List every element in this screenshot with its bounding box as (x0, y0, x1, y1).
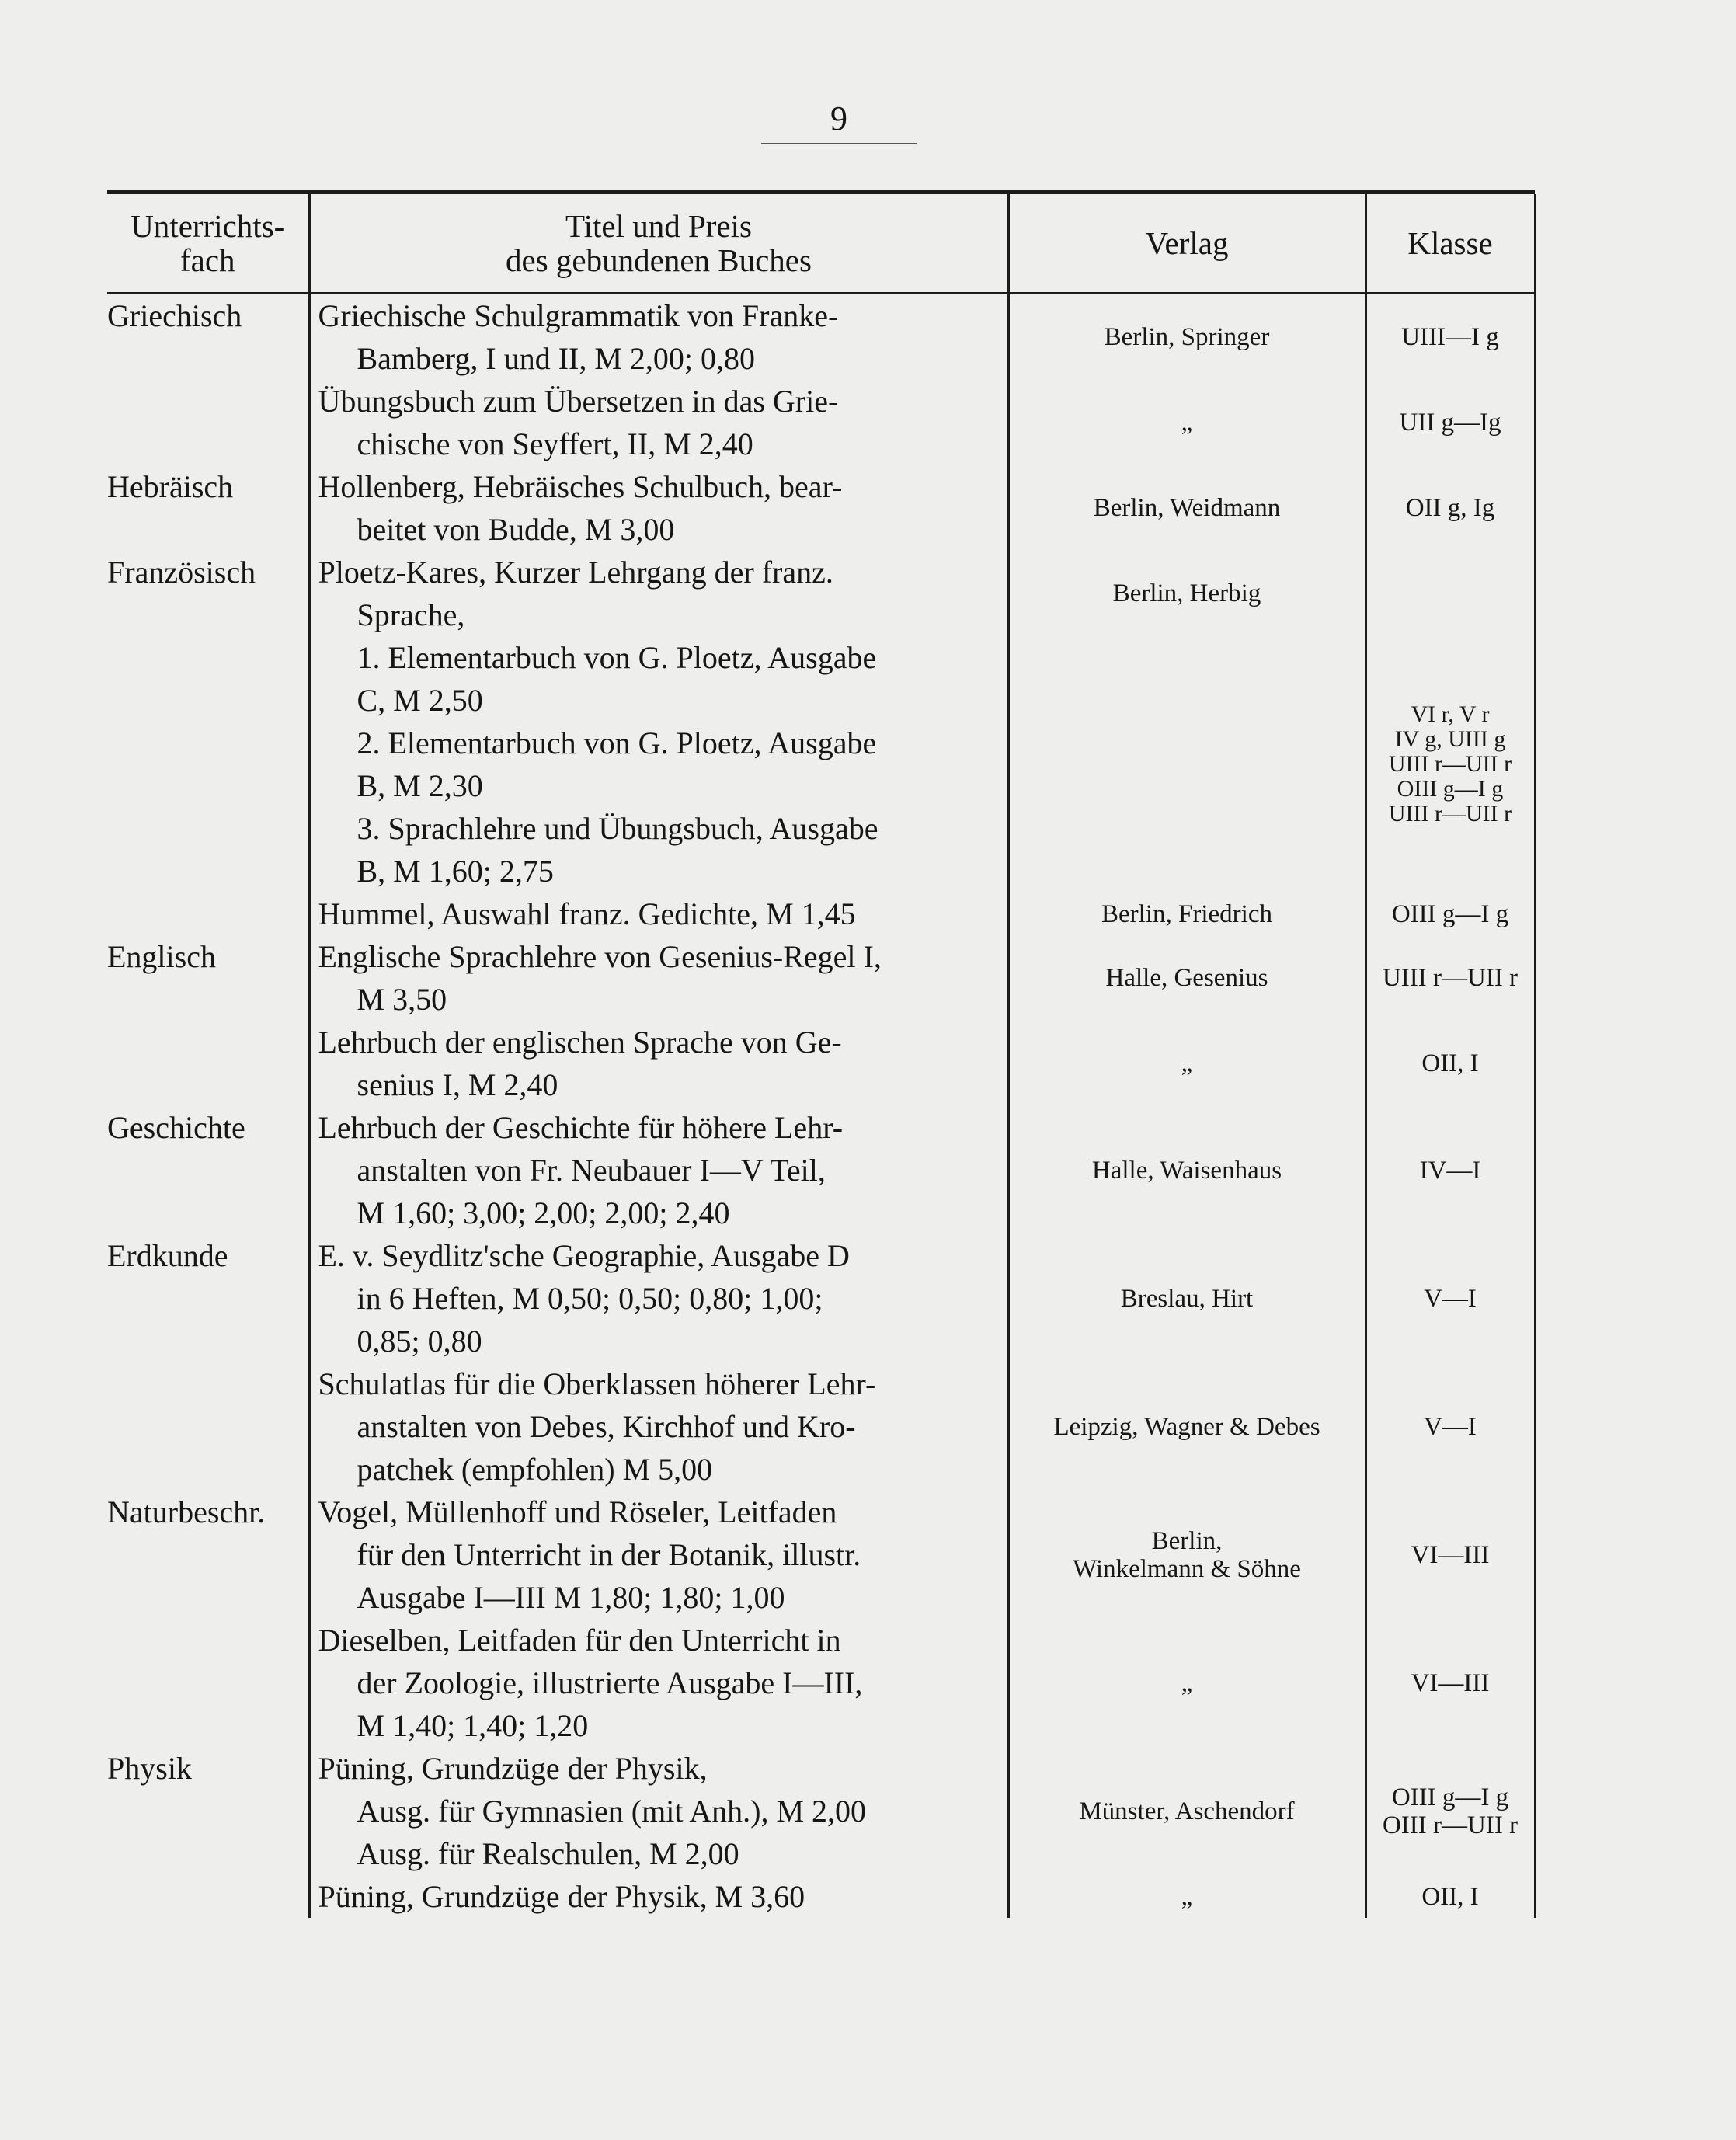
publisher-line: Winkelmann & Söhne (1073, 1554, 1301, 1583)
title-cell (309, 294, 1008, 381)
class-line: VI r, V r (1411, 701, 1490, 727)
class-cell (1365, 1747, 1535, 1875)
title-line: Lehrbuch der Geschichte für höhere Lehr- (318, 1110, 844, 1145)
publisher-line: „ (1181, 1882, 1193, 1911)
table-row (107, 893, 1535, 935)
title-line: M 1,40; 1,40; 1,20 (357, 1708, 589, 1743)
title-line: 0,85; 0,80 (357, 1324, 482, 1359)
title-line: E. v. Seydlitz'sche Geographie, Ausgabe D (318, 1238, 850, 1273)
publisher-line: „ (1181, 1669, 1193, 1697)
class-line: OII g, Ig (1405, 494, 1495, 522)
class-line: OIII r—UII r (1382, 1811, 1519, 1839)
class-cell (1365, 1234, 1535, 1362)
class-cell (1365, 893, 1535, 935)
publisher-cell (1008, 1021, 1365, 1106)
title-cell (309, 465, 1008, 551)
class-cell (1365, 1491, 1535, 1619)
title-cell (309, 1619, 1008, 1747)
title-line: Englische Sprachlehre von Gesenius-Regel I, (318, 939, 882, 974)
title-line: patchek (empfohlen) M 5,00 (357, 1452, 713, 1487)
class-line: OIII g—I g (1391, 1783, 1509, 1811)
title-line: chische von Seyffert, II, M 2,40 (357, 426, 753, 461)
title-line: für den Unterricht in der Botanik, illustr. (357, 1537, 861, 1572)
title-cell (309, 1875, 1008, 1918)
title-line: anstalten von Fr. Neubauer I—V Teil, (357, 1153, 826, 1188)
header-publisher: Verlag (1008, 194, 1365, 294)
title-line: Übungsbuch zum Übersetzen in das Grie- (318, 384, 839, 419)
title-line: anstalten von Debes, Kirchhof und Kro- (357, 1409, 856, 1444)
header-title-line: Titel und Preis (565, 208, 752, 244)
class-line: V—I (1424, 1412, 1477, 1441)
class-line: IV g, UIII g (1394, 726, 1506, 752)
subject-label: Französisch (107, 555, 256, 590)
title-cell (309, 1491, 1008, 1619)
table-row (107, 1619, 1535, 1747)
title-line: Hollenberg, Hebräisches Schulbuch, bear- (318, 469, 843, 504)
publisher-cell (1008, 935, 1365, 1021)
title-cell (309, 1234, 1008, 1362)
title-line: M 1,60; 3,00; 2,00; 2,00; 2,40 (357, 1195, 730, 1230)
class-line: OII, I (1421, 1049, 1479, 1077)
publisher-line: „ (1181, 409, 1193, 437)
table-row (107, 380, 1535, 465)
subject-cell (107, 1362, 309, 1491)
publisher-cell (1008, 551, 1365, 636)
subject-cell (107, 1747, 309, 1875)
publisher-line: Berlin, Springer (1104, 323, 1270, 351)
header-subject-line: fach (179, 242, 235, 278)
class-cell (1365, 935, 1535, 1021)
class-line: IV—I (1419, 1156, 1481, 1185)
title-line: 3. Sprachlehre und Übungsbuch, Ausgabe (357, 811, 878, 846)
title-line: Schulatlas für die Oberklassen höherer Lehr- (318, 1366, 876, 1401)
table-row (107, 551, 1535, 636)
subject-cell (107, 465, 309, 551)
table-row (107, 1021, 1535, 1106)
title-cell (309, 636, 1008, 893)
header-title (309, 194, 1008, 294)
publisher-line: Halle, Gesenius (1105, 964, 1268, 992)
title-line: B, M 1,60; 2,75 (357, 854, 554, 889)
publisher-cell (1008, 1875, 1365, 1918)
publisher-line: Berlin, (1151, 1526, 1223, 1555)
class-line: UIII—I g (1401, 323, 1499, 351)
subject-label: Englisch (107, 939, 216, 974)
publisher-cell (1008, 294, 1365, 381)
header-subject (107, 194, 309, 294)
title-cell (309, 551, 1008, 636)
table-body (107, 294, 1535, 1919)
title-line: Ploetz-Kares, Kurzer Lehrgang der franz. (318, 555, 833, 590)
title-cell (309, 380, 1008, 465)
class-line: UIII r—UII r (1382, 964, 1519, 992)
class-cell (1365, 465, 1535, 551)
title-line: Ausgabe I—III M 1,80; 1,80; 1,00 (357, 1580, 785, 1615)
title-line: 1. Elementarbuch von G. Ploetz, Ausgabe (357, 640, 877, 675)
class-cell (1365, 1619, 1535, 1747)
title-line: in 6 Heften, M 0,50; 0,50; 0,80; 1,00; (357, 1281, 823, 1316)
title-line: senius I, M 2,40 (357, 1067, 558, 1102)
title-cell (309, 935, 1008, 1021)
title-line: Bamberg, I und II, M 2,00; 0,80 (357, 341, 756, 376)
publisher-line: Berlin, Herbig (1112, 579, 1261, 607)
table-row (107, 1875, 1535, 1918)
page-number: 9 (830, 99, 847, 137)
title-line: Ausg. für Gymnasien (mit Anh.), M 2,00 (357, 1794, 867, 1829)
publisher-cell (1008, 1362, 1365, 1491)
subject-cell (107, 380, 309, 465)
publisher-line: Münster, Aschendorf (1079, 1797, 1295, 1825)
title-line: Püning, Grundzüge der Physik, M 3,60 (318, 1879, 805, 1914)
publisher-line: Leipzig, Wagner & Debes (1053, 1412, 1320, 1441)
subject-cell (107, 935, 309, 1021)
subject-cell (107, 636, 309, 893)
table-row (107, 1106, 1535, 1234)
subject-cell (107, 1619, 309, 1747)
table-header-row (107, 194, 1535, 294)
publisher-cell (1008, 465, 1365, 551)
title-line: Püning, Grundzüge der Physik, (318, 1751, 708, 1786)
subject-label: Hebräisch (107, 469, 234, 504)
subject-cell (107, 893, 309, 935)
title-line: Lehrbuch der englischen Sprache von Ge- (318, 1025, 842, 1060)
header-subject-line: Unterrichts- (130, 208, 285, 244)
subject-cell (107, 1875, 309, 1918)
title-line: Ausg. für Realschulen, M 2,00 (357, 1836, 739, 1871)
class-cell (1365, 1106, 1535, 1234)
publisher-cell (1008, 1106, 1365, 1234)
subject-label: Naturbeschr. (107, 1495, 266, 1529)
header-title-line: des gebundenen Buches (506, 242, 812, 278)
class-line: OIII g—I g (1391, 899, 1509, 928)
class-line: UIII r—UII r (1388, 751, 1512, 777)
class-line: VI—III (1411, 1540, 1490, 1569)
title-line: Sprache, (357, 597, 465, 632)
class-cell (1365, 636, 1535, 893)
subject-cell (107, 1491, 309, 1619)
subject-cell (107, 1021, 309, 1106)
table-row (107, 294, 1535, 381)
publisher-cell (1008, 1619, 1365, 1747)
header-class: Klasse (1365, 194, 1535, 294)
class-line: UII g—Ig (1399, 409, 1501, 437)
publisher-cell (1008, 1491, 1365, 1619)
title-line: Dieselben, Leitfaden für den Unterricht in (318, 1623, 841, 1658)
publisher-line: „ (1181, 1049, 1193, 1077)
class-cell (1365, 294, 1535, 381)
table-row (107, 636, 1535, 893)
class-line: VI—III (1411, 1669, 1490, 1697)
subject-cell (107, 551, 309, 636)
title-cell (309, 1362, 1008, 1491)
title-line: C, M 2,50 (357, 683, 483, 718)
subject-label: Physik (107, 1751, 192, 1786)
publisher-line: Berlin, Weidmann (1093, 494, 1281, 522)
table-row (107, 1362, 1535, 1491)
publisher-line: Halle, Waisenhaus (1091, 1156, 1282, 1185)
title-line: B, M 2,30 (357, 768, 483, 803)
table-row (107, 1234, 1535, 1362)
class-line: V—I (1424, 1284, 1477, 1313)
title-line: Griechische Schulgrammatik von Franke- (318, 298, 839, 333)
table-row (107, 465, 1535, 551)
class-cell (1365, 1875, 1535, 1918)
publisher-line: Berlin, Friedrich (1101, 899, 1272, 928)
title-line: Vogel, Müllenhoff und Röseler, Leitfaden (318, 1495, 837, 1529)
title-line: M 3,50 (357, 982, 447, 1017)
title-line: Hummel, Auswahl franz. Gedichte, M 1,45 (318, 896, 856, 931)
table-row (107, 935, 1535, 1021)
class-line: UIII r—UII r (1388, 801, 1512, 826)
textbook-table (107, 190, 1535, 1918)
class-cell (1365, 551, 1535, 636)
page-number-rule (761, 143, 917, 144)
class-line: OIII g—I g (1397, 776, 1504, 802)
publisher-cell (1008, 1234, 1365, 1362)
publisher-cell (1008, 893, 1365, 935)
subject-cell (107, 1106, 309, 1234)
title-cell (309, 1021, 1008, 1106)
class-cell (1365, 1021, 1535, 1106)
subject-label: Erdkunde (107, 1238, 228, 1273)
subject-cell (107, 294, 309, 381)
publisher-cell (1008, 380, 1365, 465)
publisher-line: Breslau, Hirt (1120, 1284, 1254, 1313)
subject-label: Griechisch (107, 298, 242, 333)
subject-cell (107, 1234, 309, 1362)
title-line: 2. Elementarbuch von G. Ploetz, Ausgabe (357, 726, 877, 760)
publisher-cell (1008, 1747, 1365, 1875)
subject-label: Geschichte (107, 1110, 245, 1145)
class-cell (1365, 380, 1535, 465)
table-row (107, 1747, 1535, 1875)
textbook-list-table (107, 194, 1536, 1918)
title-line: beitet von Budde, M 3,00 (357, 512, 675, 547)
title-line: der Zoologie, illustrierte Ausgabe I—III, (357, 1665, 863, 1700)
publisher-cell (1008, 636, 1365, 893)
table-row (107, 1491, 1535, 1619)
title-cell (309, 1106, 1008, 1234)
title-cell (309, 1747, 1008, 1875)
title-cell (309, 893, 1008, 935)
class-line: OII, I (1421, 1882, 1479, 1911)
class-cell (1365, 1362, 1535, 1491)
